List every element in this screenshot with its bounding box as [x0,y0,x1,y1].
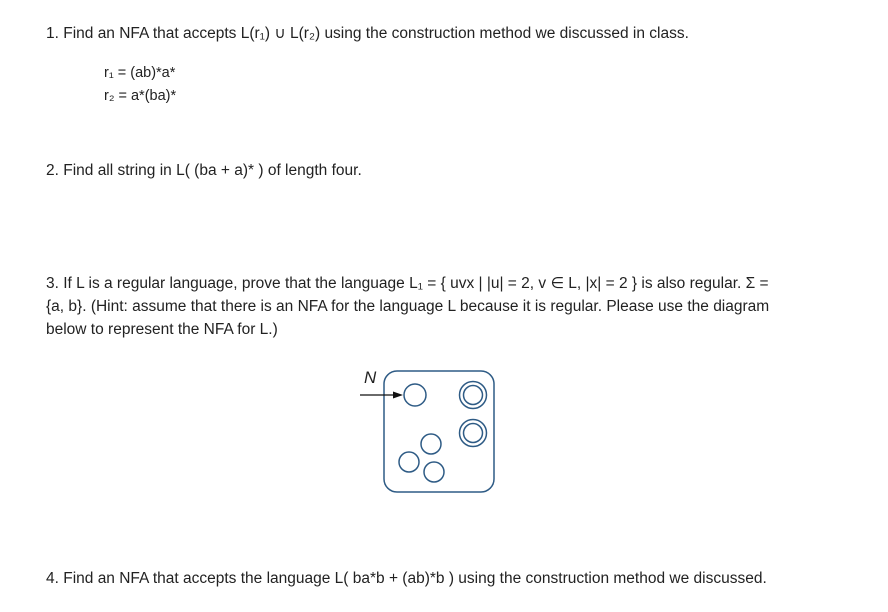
start-state [404,384,426,406]
expression-r1: r₁ = (ab)*a* [104,65,176,81]
question-2: 2. Find all string in L( (ba + a)* ) of length four. [46,162,362,179]
state [421,434,441,454]
question-3 [46,272,846,341]
expression-r2: r₂ = a*(ba)* [104,88,177,104]
question-3-line-1: 3. If L is a regular language, prove that the language L₁ = { uvx | |u| = 2, v ∈ L, |x| = 2 } is also regular. Σ = [46,275,769,292]
accept-state-2 [460,420,487,447]
question-4: 4. Find an NFA that accepts the language L( ba*b + (ab)*b ) using the construction method we discussed. [46,570,767,587]
accept-state-1 [460,382,487,409]
nfa-label: N [364,368,377,387]
question-3-line-3: below to represent the NFA for L.) [46,321,278,338]
question-3-line-2: {a, b}. (Hint: assume that there is an NFA for the language L because it is regular. Please use the diagram [46,298,770,315]
nfa-diagram [355,362,505,498]
state [424,462,444,482]
question-1: 1. Find an NFA that accepts L(r₁) ∪ L(r₂) using the construction method we discussed in class. [46,25,689,42]
state [399,452,419,472]
start-arrow-head [393,392,403,399]
